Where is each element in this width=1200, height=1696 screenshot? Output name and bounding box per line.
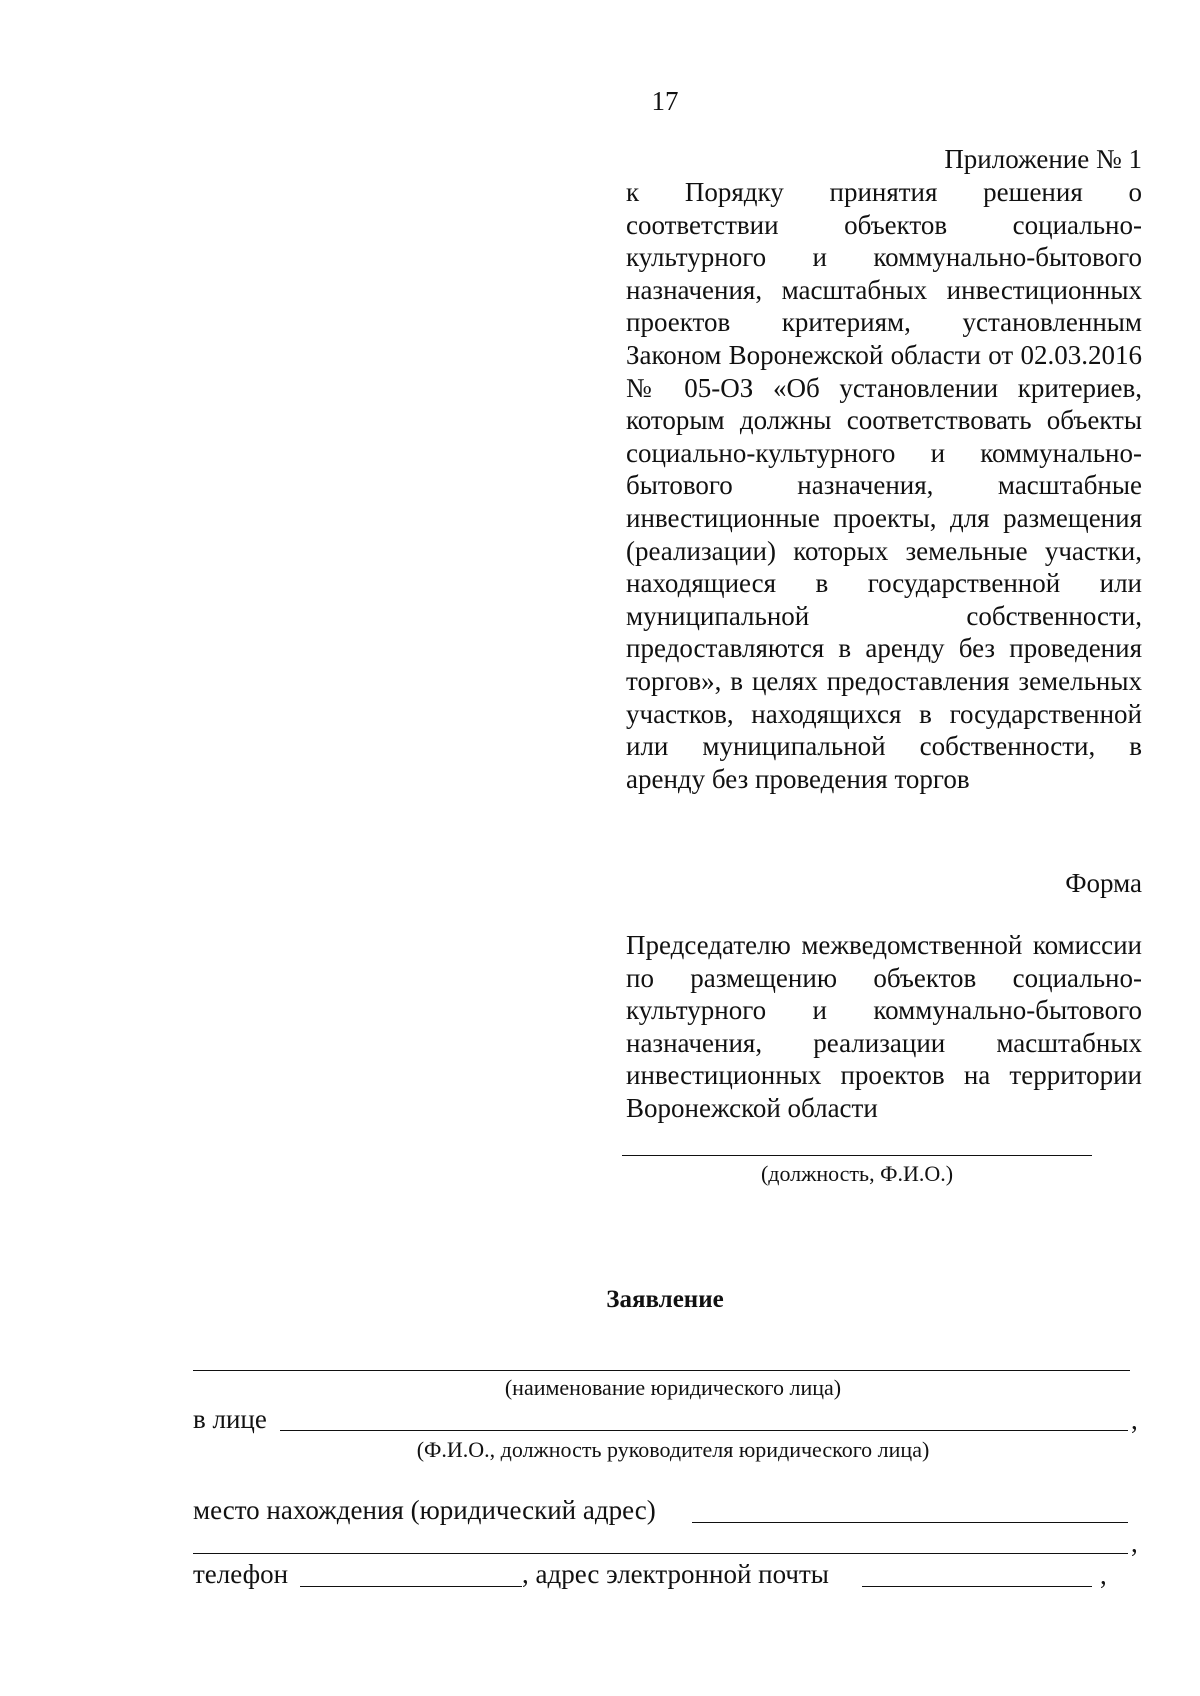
addressee-caption: (должность, Ф.И.О.) xyxy=(760,1161,954,1186)
legal-entity-name-field[interactable] xyxy=(193,1370,1130,1371)
address-field-line-2[interactable] xyxy=(193,1553,1128,1554)
address-label: место нахождения (юридический адрес) xyxy=(193,1495,656,1525)
legal-entity-caption: (наименование юридического лица) xyxy=(504,1375,842,1400)
page-number: 17 xyxy=(651,86,679,116)
phone-label: телефон xyxy=(193,1559,289,1589)
forma-label: Форма xyxy=(1065,868,1142,898)
represented-by-label: в лице xyxy=(193,1404,267,1434)
email-comma: , xyxy=(1100,1560,1107,1590)
appendix-body: к Порядку принятия решения о соответствии объектов социально-культурного и коммунально-бытового назначения, масштабных инвестиционных проектов критериям, установленным Законом Воронежской области от 02.03.2016 № 05-ОЗ «Об установлении критериев, которым должны соответствовать объекты социально-культурного и коммунально-бытового назначения, масштабные инвестиционные проекты, для размещения (реализации) которых земельные участки, находящиеся в государственной или муниципальной собственности, предоставляются в аренду без проведения торгов», в целях предоставления земельных участков, находящихся в государственной или муниципальной собственности, в аренду без проведения торгов xyxy=(626,177,1142,794)
represented-by-field[interactable] xyxy=(280,1430,1128,1431)
addressee-name-line[interactable] xyxy=(622,1155,1092,1156)
represented-by-caption: (Ф.И.О., должность руководителя юридического лица) xyxy=(416,1437,930,1462)
represented-by-comma: , xyxy=(1131,1405,1138,1435)
addressee-text: Председателю межведомственной комиссии по размещению объектов социально-культурного и коммунально-бытового назначения, реализации масштабных инвестиционных проектов на территории Воронежской области xyxy=(626,930,1142,1123)
appendix-title: Приложение № 1 xyxy=(944,144,1142,174)
phone-field[interactable] xyxy=(300,1586,522,1587)
address-field-line-1[interactable] xyxy=(692,1522,1128,1523)
email-field[interactable] xyxy=(862,1586,1092,1587)
address-comma: , xyxy=(1131,1528,1138,1558)
document-title: Заявление xyxy=(606,1286,724,1313)
email-label: , адрес электронной почты xyxy=(522,1559,829,1589)
